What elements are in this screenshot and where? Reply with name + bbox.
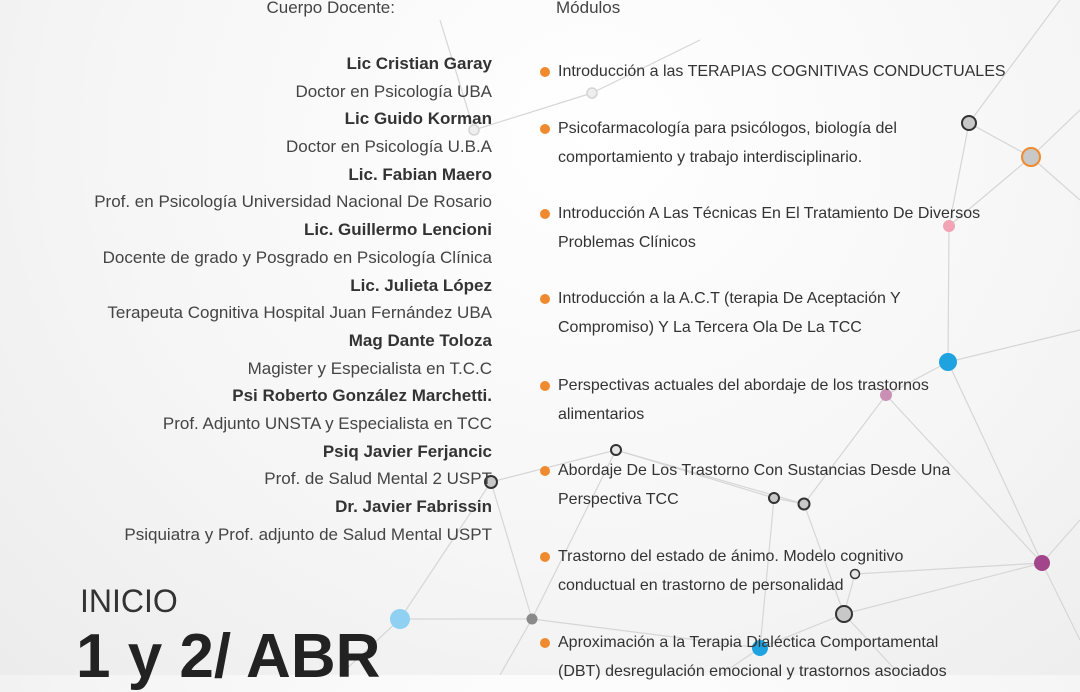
- faculty-name: Psiq Javier Ferjancic: [322, 441, 492, 461]
- faculty-name: Lic. Fabian Maero: [348, 164, 492, 184]
- module-line: conductual en trastorno de personalidad: [558, 576, 844, 594]
- start-date: 1 y 2/ ABR: [76, 622, 381, 691]
- bullet-icon: [540, 209, 550, 219]
- faculty-title: Doctor en Psicología U.B.A: [286, 137, 492, 157]
- faculty-title: Prof. Adjunto UNSTA y Especialista en TCC: [162, 413, 492, 433]
- faculty-heading: Cuerpo Docente:: [266, 0, 395, 17]
- bullet-icon: [540, 294, 550, 304]
- module-line: Psicofarmacología para psicólogos, biología del: [558, 120, 897, 137]
- faculty-title: Prof. en Psicología Universidad Nacional De Rosario: [94, 192, 492, 212]
- bullet-icon: [540, 67, 550, 77]
- faculty-name: Psi Roberto González Marchetti.: [232, 386, 492, 406]
- module-line: (DBT) desregulación emocional y trastornos asociados: [558, 662, 947, 680]
- bullet-icon: [540, 466, 550, 476]
- start-label: INICIO: [80, 583, 178, 619]
- module-item: [540, 372, 1060, 429]
- faculty-title: Docente de grado y Posgrado en Psicología Clínica: [102, 247, 492, 267]
- module-line: Introducción a las TERAPIAS COGNITIVAS CONDUCTUALES: [558, 63, 1006, 80]
- module-line: Compromiso) Y La Tercera Ola De La TCC: [558, 318, 862, 336]
- faculty-title: Magister y Especialista en T.C.C: [247, 358, 492, 378]
- bullet-icon: [540, 638, 550, 648]
- module-item: [540, 629, 1060, 686]
- modules-heading: Módulos: [556, 0, 621, 17]
- module-line: alimentarios: [558, 405, 645, 423]
- faculty-name: Lic Guido Korman: [344, 109, 492, 129]
- module-item: [540, 543, 1060, 600]
- module-line: comportamiento y trabajo interdisciplinario.: [558, 148, 863, 166]
- bullet-icon: [540, 552, 550, 562]
- faculty-name: Mag Dante Toloza: [348, 330, 492, 350]
- module-line: Introducción a la A.C.T (terapia De Aceptación Y: [558, 290, 901, 307]
- faculty-title: Psiquiatra y Prof. adjunto de Salud Mental USPT: [124, 524, 492, 544]
- module-item: [540, 200, 1060, 257]
- faculty-title: Terapeuta Cognitiva Hospital Juan Fernández UBA: [107, 303, 492, 323]
- faculty-name: Dr. Javier Fabrissin: [335, 497, 492, 516]
- module-line: Aproximación a la Terapia Dialéctica Comportamental: [558, 634, 939, 651]
- bullet-icon: [540, 124, 550, 134]
- module-item: [540, 285, 1060, 342]
- faculty-name: Lic. Julieta López: [350, 275, 492, 295]
- module-line: Problemas Clínicos: [558, 233, 696, 251]
- module-line: Perspectivas actuales del abordaje de los trastornos: [558, 377, 929, 394]
- module-line: Perspectiva TCC: [558, 490, 679, 508]
- module-line: Abordaje De Los Trastorno Con Sustancias Desde Una: [558, 462, 951, 479]
- faculty-list: [2, 50, 492, 548]
- faculty-name: Lic Cristian Garay: [346, 54, 492, 73]
- module-item: [540, 58, 1060, 87]
- module-item: [540, 115, 1060, 172]
- faculty-name: Lic. Guillermo Lencioni: [304, 220, 492, 240]
- module-line: Trastorno del estado de ánimo. Modelo cognitivo: [558, 548, 904, 565]
- bullet-icon: [540, 381, 550, 391]
- module-line: Introducción A Las Técnicas En El Tratamiento De Diversos: [558, 205, 981, 222]
- faculty-title: Prof. de Salud Mental 2 USPT: [264, 469, 492, 489]
- faculty-title: Doctor en Psicología UBA: [295, 81, 492, 101]
- module-item: [540, 457, 1060, 514]
